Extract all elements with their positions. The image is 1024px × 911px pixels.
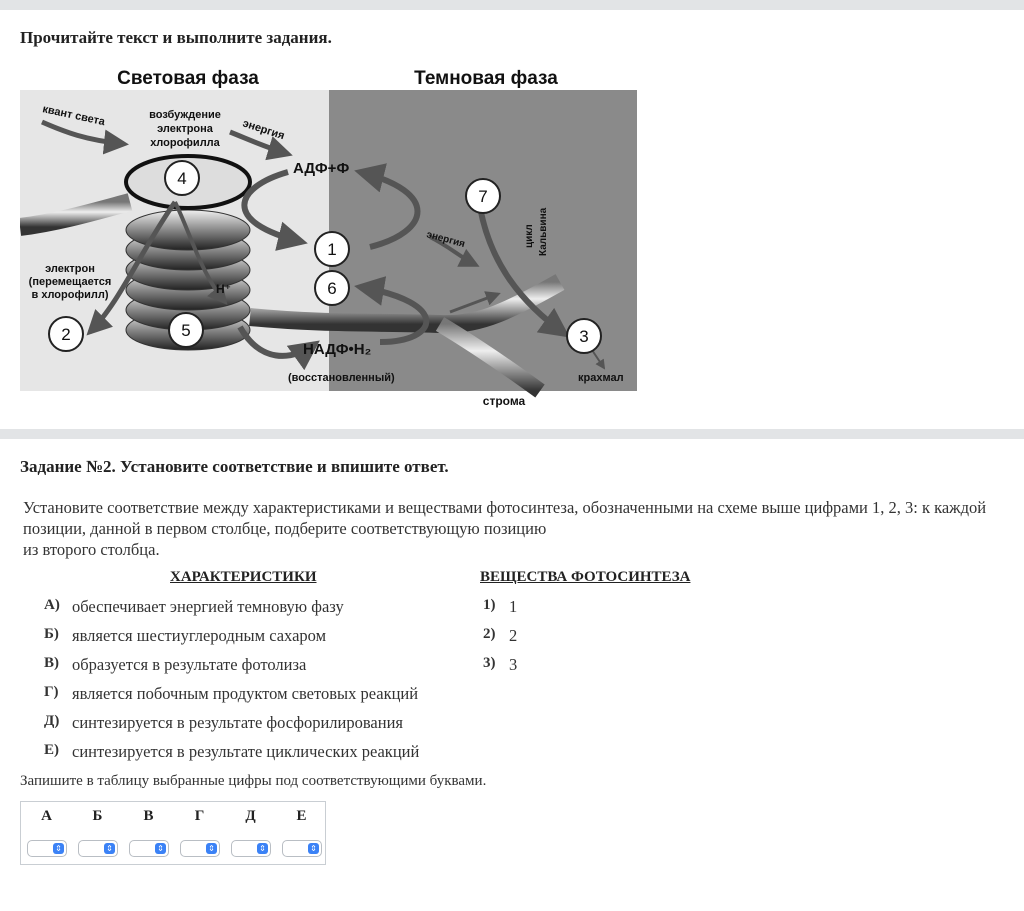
- energy-dark-label: энергия: [425, 229, 467, 251]
- intro-heading: Прочитайте текст и выполните задания.: [20, 28, 332, 47]
- calvin-label-1: цикл: [524, 224, 535, 248]
- excitation-label-1: возбуждение: [149, 109, 221, 121]
- select-arrows-icon: ⇕: [257, 843, 268, 854]
- substances-header: ВЕЩЕСТВА ФОТОСИНТЕЗА: [480, 569, 691, 585]
- answer-header: Б: [92, 808, 103, 824]
- circle-5: [169, 313, 203, 347]
- svg-text:5: 5: [181, 321, 191, 340]
- light-quantum-label: квант света: [41, 103, 107, 129]
- nadf-label: НАДФ•Н₂: [303, 341, 372, 358]
- stroma-label: строма: [482, 394, 526, 408]
- characteristics-header: ХАРАКТЕРИСТИКИ: [170, 569, 317, 585]
- svg-text:1: 1: [327, 240, 337, 259]
- top-bar: [0, 0, 1024, 10]
- answer-header: Д: [245, 808, 256, 824]
- svg-text:7: 7: [478, 187, 488, 206]
- section-separator: [0, 429, 1024, 439]
- electron-label-2: (перемещается: [28, 276, 112, 288]
- select-arrows-icon: ⇕: [308, 843, 319, 854]
- circle-4: [165, 161, 199, 195]
- answer-header: В: [143, 808, 154, 824]
- circle-3: [567, 319, 601, 353]
- answer-select-e[interactable]: [282, 840, 322, 857]
- restored-label: (восстановленный): [288, 372, 395, 384]
- task-instruction-2: из второго столбца.: [23, 540, 160, 559]
- select-arrows-icon: ⇕: [104, 843, 115, 854]
- svg-text:4: 4: [177, 169, 187, 188]
- svg-text:3: 3: [579, 327, 589, 346]
- answer-select-b[interactable]: [78, 840, 118, 857]
- circle-1: [315, 232, 349, 266]
- answer-select-g[interactable]: [180, 840, 220, 857]
- answer-select-d[interactable]: [231, 840, 271, 857]
- dark-phase-title: Темновая фаза: [414, 68, 558, 89]
- answer-header: Е: [296, 808, 307, 824]
- answer-header: Г: [194, 808, 205, 824]
- adf-label: АДФ+Ф: [293, 160, 350, 177]
- circle-7: [466, 179, 500, 213]
- answer-select-a[interactable]: [27, 840, 67, 857]
- circle-6: [315, 271, 349, 305]
- task-title: Задание №2. Установите соответствие и впишите ответ.: [20, 457, 449, 476]
- answer-header: А: [41, 808, 52, 824]
- calvin-label-2: Кальвина: [538, 207, 549, 256]
- task-instruction: Установите соответствие между характеристиками и веществами фотосинтеза, обозначенными на схеме выше цифрами 1, 2, 3: к каждой позиции, данной в первом столбце, подберите соответствующую позицию: [23, 498, 987, 538]
- answer-table: [20, 801, 326, 865]
- svg-text:2: 2: [61, 325, 71, 344]
- svg-text:6: 6: [327, 279, 337, 298]
- energy-label: энергия: [241, 117, 286, 143]
- select-arrows-icon: ⇕: [155, 843, 166, 854]
- select-arrows-icon: ⇕: [53, 843, 64, 854]
- task-text: [23, 497, 1013, 560]
- circle-2: [49, 317, 83, 351]
- excitation-label-2: электрона: [157, 123, 213, 135]
- answer-select-v[interactable]: [129, 840, 169, 857]
- hplus-label: H⁺: [216, 282, 231, 296]
- electron-label-1: электрон: [45, 263, 95, 275]
- answer-note: Запишите в таблицу выбранные цифры под соответствующими буквами.: [20, 773, 487, 789]
- excitation-label-3: хлорофилла: [150, 137, 220, 149]
- photosynthesis-diagram: [20, 62, 637, 412]
- select-arrows-icon: ⇕: [206, 843, 217, 854]
- starch-label: крахмал: [578, 372, 624, 384]
- electron-label-3: в хлорофилл): [31, 289, 109, 301]
- light-phase-title: Световая фаза: [117, 68, 259, 89]
